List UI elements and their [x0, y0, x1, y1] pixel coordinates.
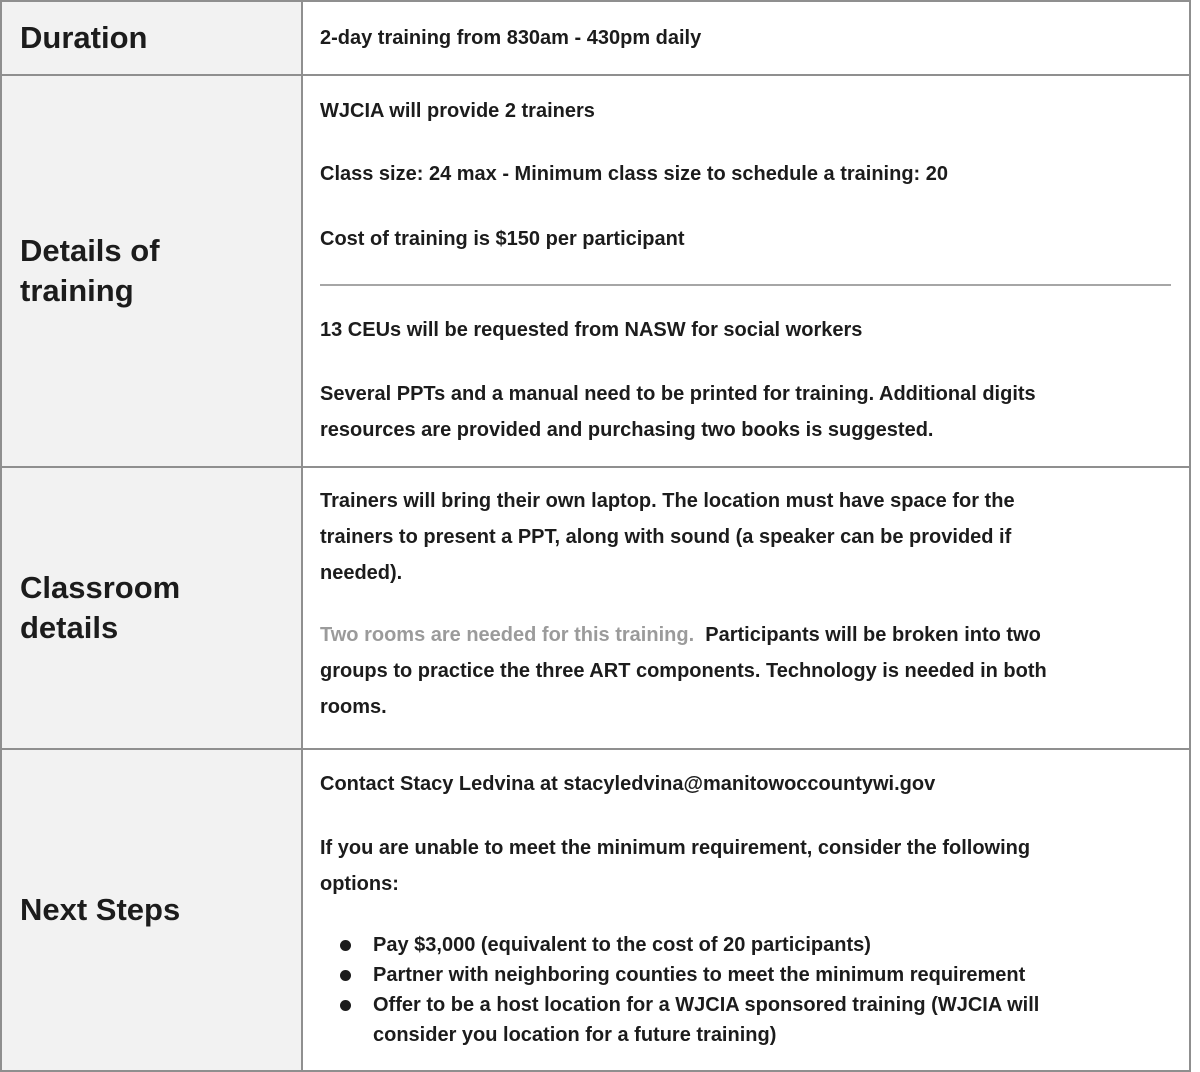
next-steps-content-cell [302, 749, 1190, 1071]
options-list [320, 930, 1171, 1050]
classroom-content-cell [302, 467, 1190, 749]
duration-content-cell [302, 1, 1190, 75]
duration-label: Duration [20, 20, 148, 55]
list-item [340, 960, 1171, 990]
materials-text-line2: resources are provided and purchasing two books is suggested. [320, 419, 934, 441]
rooms-muted-text: Two rooms are needed for this training. [320, 624, 695, 646]
bullet-icon [340, 940, 351, 951]
option-1-text: Pay $3,000 (equivalent to the cost of 20 participants) [373, 934, 871, 956]
rooms-text-line1 [320, 617, 1171, 653]
details-label-cell [1, 75, 302, 467]
list-item [340, 930, 1171, 960]
laptop-text-line3: needed). [320, 562, 403, 584]
next-steps-label: Next Steps [20, 892, 181, 927]
trainers-text: WJCIA will provide 2 trainers [320, 100, 595, 122]
class-size-text: Class size: 24 max - Minimum class size to schedule a training: 20 [320, 163, 949, 185]
classroom-label-cell [1, 467, 302, 749]
list-item [340, 990, 1171, 1050]
option-2-text: Partner with neighboring counties to meet the minimum requirement [373, 964, 1026, 986]
laptop-text-line1: Trainers will bring their own laptop. The location must have space for the [320, 490, 1015, 512]
row-details [1, 75, 1190, 467]
laptop-text-line2: trainers to present a PPT, along with sound (a speaker can be provided if [320, 526, 1012, 548]
row-classroom [1, 467, 1190, 749]
materials-text-line1: Several PPTs and a manual need to be printed for training. Additional digits [320, 383, 1036, 405]
options-intro-line1: If you are unable to meet the minimum requirement, consider the following [320, 837, 1031, 859]
rooms-text-line2: groups to practice the three ART components. Technology is needed in both [320, 660, 1047, 682]
next-steps-label-cell [1, 749, 302, 1071]
option-3-text-line1: Offer to be a host location for a WJCIA sponsored training (WJCIA will [373, 994, 1040, 1016]
cost-text: Cost of training is $150 per participant [320, 228, 685, 250]
bullet-icon [340, 970, 351, 981]
duration-text: 2-day training from 830am - 430pm daily [320, 27, 702, 49]
contact-text: Contact Stacy Ledvina at stacyledvina@manitowoccountywi.gov [320, 773, 936, 795]
details-content-cell [302, 75, 1190, 467]
classroom-label-line1: Classroom [20, 570, 181, 605]
row-duration [1, 1, 1190, 75]
duration-label-cell [1, 1, 302, 75]
details-label-line1: Details of [20, 233, 160, 268]
options-intro-line2: options: [320, 873, 399, 895]
option-3-text-line2: consider you location for a future training) [373, 1024, 777, 1046]
classroom-label-line2: details [20, 610, 119, 645]
rooms-text-line3: rooms. [320, 696, 387, 718]
bullet-icon [340, 1000, 351, 1011]
details-label-line2: training [20, 273, 134, 308]
row-next-steps [1, 749, 1190, 1071]
rooms-text-rest: Participants will be broken into two [694, 624, 1041, 646]
ceus-text: 13 CEUs will be requested from NASW for social workers [320, 319, 863, 341]
